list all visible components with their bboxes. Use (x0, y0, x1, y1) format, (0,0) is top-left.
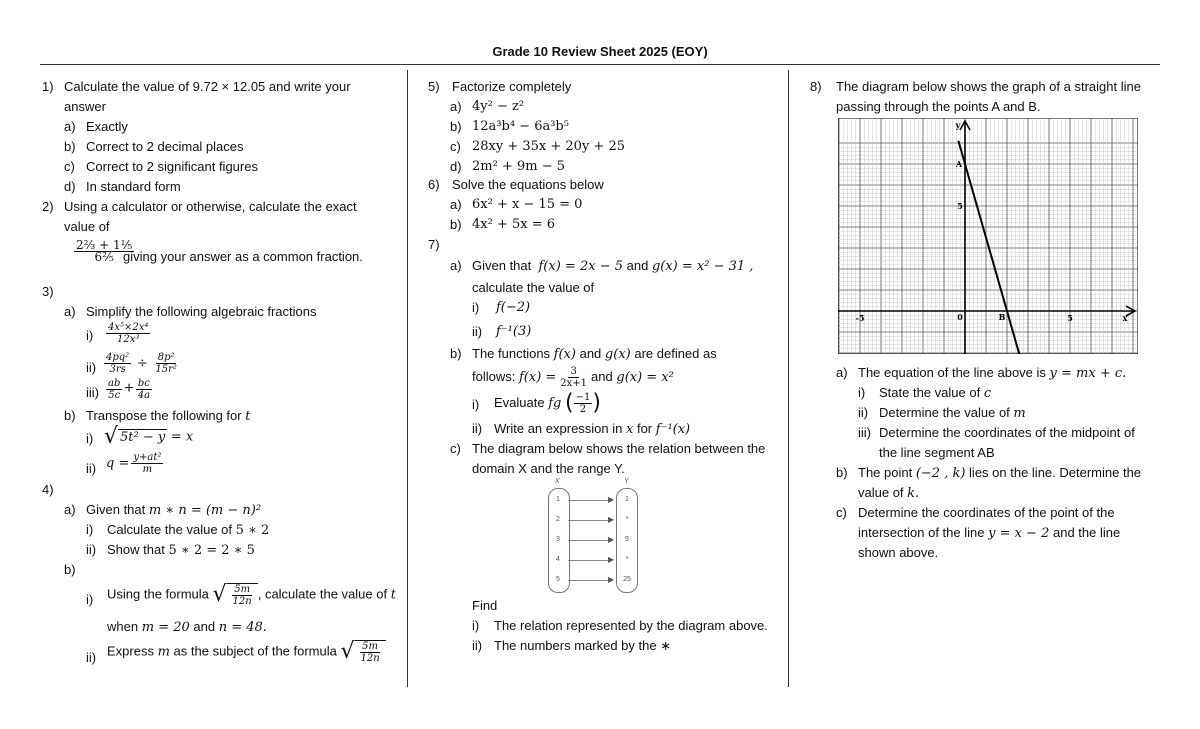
part-text: lies on the line. Determine the (969, 465, 1142, 480)
fraction-numerator: ab (108, 378, 121, 389)
part-label: b) (64, 562, 76, 577)
math-expression: 5 ∗ 2 = 2 ∗ 5 (168, 543, 255, 558)
fraction-numerator: 4pq² (106, 352, 130, 363)
part-label: a) (64, 119, 76, 134)
sub-text: when (107, 619, 139, 634)
sqrt-icon: √ (340, 639, 355, 664)
math-expression: 4y² − z² (472, 99, 525, 114)
y-axis-label: y (955, 120, 961, 130)
fraction-numerator: 5m (362, 641, 379, 652)
math-expression: y = mx + c. (1049, 366, 1127, 381)
sub-text: and (193, 619, 216, 634)
math-expression: fg (548, 395, 562, 411)
page-title: Grade 10 Review Sheet 2025 (EOY) (492, 44, 708, 59)
part-text: Exactly (86, 119, 128, 134)
mapping-arrow (568, 540, 612, 541)
arrow-head-icon: ▶ (608, 575, 615, 584)
math-expression: f(x) = 2x − 5 (538, 259, 623, 274)
sub-label: i) (472, 300, 480, 315)
part-label: a) (450, 258, 462, 273)
sub-label: i) (86, 431, 94, 446)
operator: + (124, 379, 134, 397)
math-expression: m = 20 (141, 620, 190, 635)
sub-label: ii) (86, 461, 97, 476)
range-value: * (625, 556, 629, 563)
sub-label: ii) (472, 638, 483, 653)
math-expression: q = (106, 455, 130, 471)
line-graph (838, 118, 1138, 354)
part-text: Simplify the following algebraic fractions (86, 304, 317, 319)
math-expression: m ∗ n = (m − n)² (148, 503, 262, 518)
part-label: d) (450, 159, 462, 174)
math-expression: (−2 , k) (915, 466, 966, 481)
part-text: domain X and the range Y. (472, 461, 625, 476)
arrow-head-icon: ▶ (608, 535, 615, 544)
sub-label: i) (86, 592, 94, 607)
sub-text: , calculate the value of (257, 586, 388, 602)
sub-label: ii) (86, 360, 97, 375)
part-label: c) (836, 505, 847, 520)
fraction-denominator: m (142, 464, 153, 475)
part-text: and the line (1052, 525, 1121, 540)
variable: t (245, 409, 251, 424)
part-label: a) (64, 304, 76, 319)
part-text: shown above. (858, 545, 939, 560)
range-label: Y (624, 478, 629, 485)
sub-text: The relation represented by the diagram above. (494, 618, 768, 633)
sub-text: Show that (107, 542, 165, 557)
variable: x (626, 422, 634, 437)
fraction-denominator: 12x³ (117, 334, 140, 345)
operator: ÷ (136, 355, 148, 371)
arrow-head-icon: ▶ (608, 515, 615, 524)
sub-label: ii) (472, 421, 483, 436)
x-tick-label: -5 (855, 313, 865, 323)
graph-frame (838, 118, 1138, 354)
math-expression: f⁻¹(x) (655, 422, 691, 437)
sqrt-icon: √ (104, 424, 119, 449)
fraction-numerator: 5m (234, 584, 251, 595)
math-expression: 2m² + 9m − 5 (472, 159, 565, 174)
sub-text: State the value of (879, 385, 981, 400)
domain-label: X (555, 478, 560, 485)
part-text: Correct to 2 decimal places (86, 139, 244, 154)
math-expression: 5 ∗ 2 (235, 523, 270, 538)
domain-value: 3 (556, 536, 560, 543)
part-text: value of (858, 485, 904, 500)
part-label: b) (64, 408, 76, 423)
q-number: 6) (428, 177, 440, 192)
part-label: b) (450, 217, 462, 232)
fraction-denominator: 12n (360, 653, 380, 664)
fraction-denominator: 5c (108, 390, 121, 401)
domain-value: 5 (556, 576, 560, 583)
q-number: 5) (428, 79, 440, 94)
part-label: d) (64, 179, 76, 194)
part-text: Transpose the following for (86, 408, 242, 423)
fraction-numerator: 2⅔ + 1⅕ (76, 238, 133, 252)
fraction-denominator: 15r² (155, 364, 177, 375)
math-expression: 12a³b⁴ − 6a³b⁵ (472, 119, 569, 134)
q-number: 8) (810, 79, 822, 94)
range-value: 1 (625, 496, 629, 503)
part-text: and (591, 368, 613, 384)
q-text: value of (64, 219, 110, 234)
origin-label: 0 (957, 312, 963, 322)
fraction-denominator: 3rs (109, 364, 126, 375)
column-divider-2 (788, 70, 789, 687)
part-text: Given that (86, 502, 146, 517)
part-label: c) (450, 441, 461, 456)
q-number: 2) (42, 199, 54, 214)
q-text: The diagram below shows the graph of a straight line (836, 79, 1141, 94)
math-expression: g(x) (604, 347, 631, 362)
fraction-numerator: bc (137, 378, 150, 389)
part-text: are defined as (634, 346, 717, 361)
math-expression: 4x² + 5x = 6 (472, 217, 556, 232)
mapping-diagram (540, 478, 640, 593)
part-label: b) (450, 346, 462, 361)
mapping-arrow (568, 580, 612, 581)
part-text: and (579, 346, 602, 361)
part-text: Determine the coordinates of the point of the (858, 505, 1115, 520)
variable: m (157, 644, 170, 660)
column-divider-1 (407, 70, 408, 687)
sub-label: ii) (86, 542, 97, 557)
mapping-arrow (568, 500, 612, 501)
domain-value: 2 (556, 516, 560, 523)
radicand: 5t² − y (120, 429, 166, 445)
sub-text: The numbers marked by the ∗ (494, 638, 672, 653)
sub-text: Express (107, 643, 154, 659)
part-text: Correct to 2 significant figures (86, 159, 258, 174)
math-expression: f(x) = (518, 369, 557, 385)
point-b-label: B (998, 312, 1006, 322)
part-text: In standard form (86, 179, 181, 194)
fraction-numerator: −1 (575, 392, 591, 403)
variable: c (983, 386, 992, 401)
part-label: c) (450, 139, 461, 154)
sub-text: for (636, 421, 653, 436)
math-expression: 28xy + 35x + 20y + 25 (472, 139, 625, 154)
q-number: 4) (42, 482, 54, 497)
part-label: b) (64, 139, 76, 154)
part-label: b) (836, 465, 848, 480)
sub-label: i) (472, 618, 480, 633)
sqrt-icon: √ (212, 582, 227, 607)
domain-value: 4 (556, 556, 560, 563)
part-text: The diagram below shows the relation between the (472, 441, 766, 456)
part-text: The equation of the line above is (858, 365, 1046, 380)
math-expression: f(x) (553, 347, 576, 362)
fraction-numerator: 3 (570, 366, 577, 377)
mapping-arrow (568, 520, 612, 521)
arrow-head-icon: ▶ (608, 555, 615, 564)
math-expression: 6x² + x − 15 = 0 (472, 197, 583, 212)
fraction-denominator: 2x+1 (560, 378, 588, 389)
sub-label: iii) (86, 385, 99, 400)
sub-label: i) (858, 385, 866, 400)
fraction-denominator: 4a (137, 390, 151, 401)
sub-text: the line segment AB (879, 445, 995, 460)
sub-label: i) (86, 522, 94, 537)
arrow-head-icon: ▶ (608, 495, 615, 504)
q-number: 3) (42, 284, 54, 299)
y-tick-label: 5 (957, 201, 963, 211)
math-expression: y = x − 2 (988, 526, 1050, 541)
math-expression: f(−2) (496, 300, 531, 315)
q-text: answer (64, 99, 106, 114)
q-text: Solve the equations below (452, 177, 604, 192)
part-text: calculate the value of (472, 280, 595, 295)
fraction-denominator: 6⅖ (94, 250, 114, 264)
sub-label: ii) (858, 405, 869, 420)
find-label: Find (472, 598, 498, 613)
sub-label: i) (86, 328, 94, 343)
part-text: intersection of the line (858, 525, 985, 540)
sub-label: ii) (86, 650, 97, 665)
mapping-arrow (568, 560, 612, 561)
part-text: and (626, 258, 649, 273)
q-number: 7) (428, 237, 440, 252)
sub-text: Using the formula (107, 586, 209, 602)
sub-text: Write an expression in (494, 421, 623, 436)
math-expression: g(x) = x² (616, 369, 674, 385)
fraction-numerator: 8p² (157, 352, 175, 363)
variable: k. (907, 486, 920, 501)
sub-label: ii) (472, 324, 483, 339)
variable: m (1013, 406, 1026, 421)
part-text: The functions (472, 346, 551, 361)
part-text: follows: (472, 368, 516, 384)
part-label: c) (64, 159, 75, 174)
q-text: giving your answer as a common fraction. (123, 249, 363, 264)
variable: t (390, 587, 396, 603)
fraction-numerator: y+at² (133, 452, 162, 463)
part-label: b) (450, 119, 462, 134)
q-text: Calculate the value of 9.72 × 12.05 and write your (64, 79, 351, 94)
sub-text: Calculate the value of (107, 522, 233, 537)
part-label: a) (450, 99, 462, 114)
q-text: Factorize completely (452, 79, 572, 94)
part-label: a) (64, 502, 76, 517)
part-label: a) (836, 365, 848, 380)
sub-text: Evaluate (494, 394, 545, 410)
fraction-denominator: 12n (232, 596, 252, 607)
header-rule (40, 64, 1160, 65)
range-value: 25 (623, 576, 631, 583)
q-text: Using a calculator or otherwise, calculate the exact (64, 199, 357, 214)
range-value: 9 (625, 536, 629, 543)
sub-text: as the subject of the formula (173, 643, 337, 659)
q-text: passing through the points A and B. (836, 99, 1041, 114)
domain-value: 1 (556, 496, 560, 503)
x-tick-label: 5 (1067, 313, 1073, 323)
sub-label: i) (472, 397, 480, 412)
q-number: 1) (42, 79, 54, 94)
review-sheet-page: Grade 10 Review Sheet 2025 (EOY) 1) Calculate the value of 9.72 × 12.05 and write your answer a) Exactly b) Correct to 2 decimal places c) Correct to 2 significant figures d) In standard form 2) Using a calculator or otherwise, calculate the exact value of $\frac{\text{2⅔ + 1⅕}}{\text{6⅖}}$ giving your answer as a common fraction. 3) a) Simplify the following algebraic fractions i) $\frac{\text{4x⁵×2x⁴}}{\text{12x³}}$ ii) $\frac{\text{4pq²}}{3rs}$ ÷ $\frac{\text{8p²}}{\text{15r²}}$ iii) $\frac{ab}{5c}$ + $\frac{bc}{4a}$ b) Transpose the following for t i) √ 5t² − y = x ii) q = $\frac{\text{y+at²}}{m}$ 4) a) Given that m ∗ n = (m − n)² i) Calculate the value of 5 ∗ 2 ii) Show that 5 ∗ 2 = 2 ∗ 5 b) i) Using the formula √ $\frac{5m}{12n}$ , calculate the value of t when m = 20 and n = 48. ii) Express m as the subject of the formula √ $\frac{5m}{12n}$ 5) Factorize completely a) 4y² − z² b) 12a³b⁴ − 6a³b⁵ c) 28xy + 35x + 20y + 25 d) 2m² + 9m − 5 6) Solve the equations below a) 6x² + x − 15 = 0 b) 4x² + 5x = 6 7) a) Given that f(x) = 2x − 5 and g(x) = x² − 31 , calculate the value of i) f(−2) ii) f⁻¹(3) b) The functions f(x) and g(x) are defined as follows: f(x) = $\frac{3}{2x+1}$ and g(x) = x² i) Evaluate fg ( $\frac{-1}{2}$ ) ii) Write an expression in x for f⁻¹(x) c) The diagram below shows the relation between the domain X and the range Y. X Y 1 ▶ 1 2 ▶ * 3 ▶ 9 4 ▶ * 5 ▶ 25 Find i) The relation represented by the diagram above. ii) The numbers marked by the ∗ 8) The diagram below shows the graph of a straight line passing through the points A and B. A B 5 -5 5 0 x y a) The equation of the line above is y = mx + c. i) State the value of c ii) Determine the value of m iii) Determine the coordinates of the midpoint of the line segment AB b) The point (−2 , k) lies on the line. Determine the value of k. c) Determine the coordinates of the point of the intersection of the line y = x − 2 and the line shown above. (0, 0, 1200, 729)
range-value: * (625, 516, 629, 523)
math-expression: f⁻¹(3) (496, 324, 532, 339)
math-expression: = x (170, 429, 194, 445)
part-label: a) (450, 197, 462, 212)
math-expression: n = 48. (218, 620, 267, 635)
point-a-label: A (955, 159, 963, 169)
x-axis-label: x (1122, 313, 1128, 323)
sub-label: iii) (858, 425, 871, 440)
sub-text: Determine the coordinates of the midpoint of (879, 425, 1135, 440)
math-expression: g(x) = x² − 31 , (651, 259, 754, 274)
fraction-denominator: 2 (579, 404, 587, 415)
part-text: The point (858, 465, 913, 480)
part-text: Given that (472, 258, 532, 273)
sub-text: Determine the value of (879, 405, 1010, 420)
fraction-numerator: 4x⁵×2x⁴ (108, 322, 149, 333)
